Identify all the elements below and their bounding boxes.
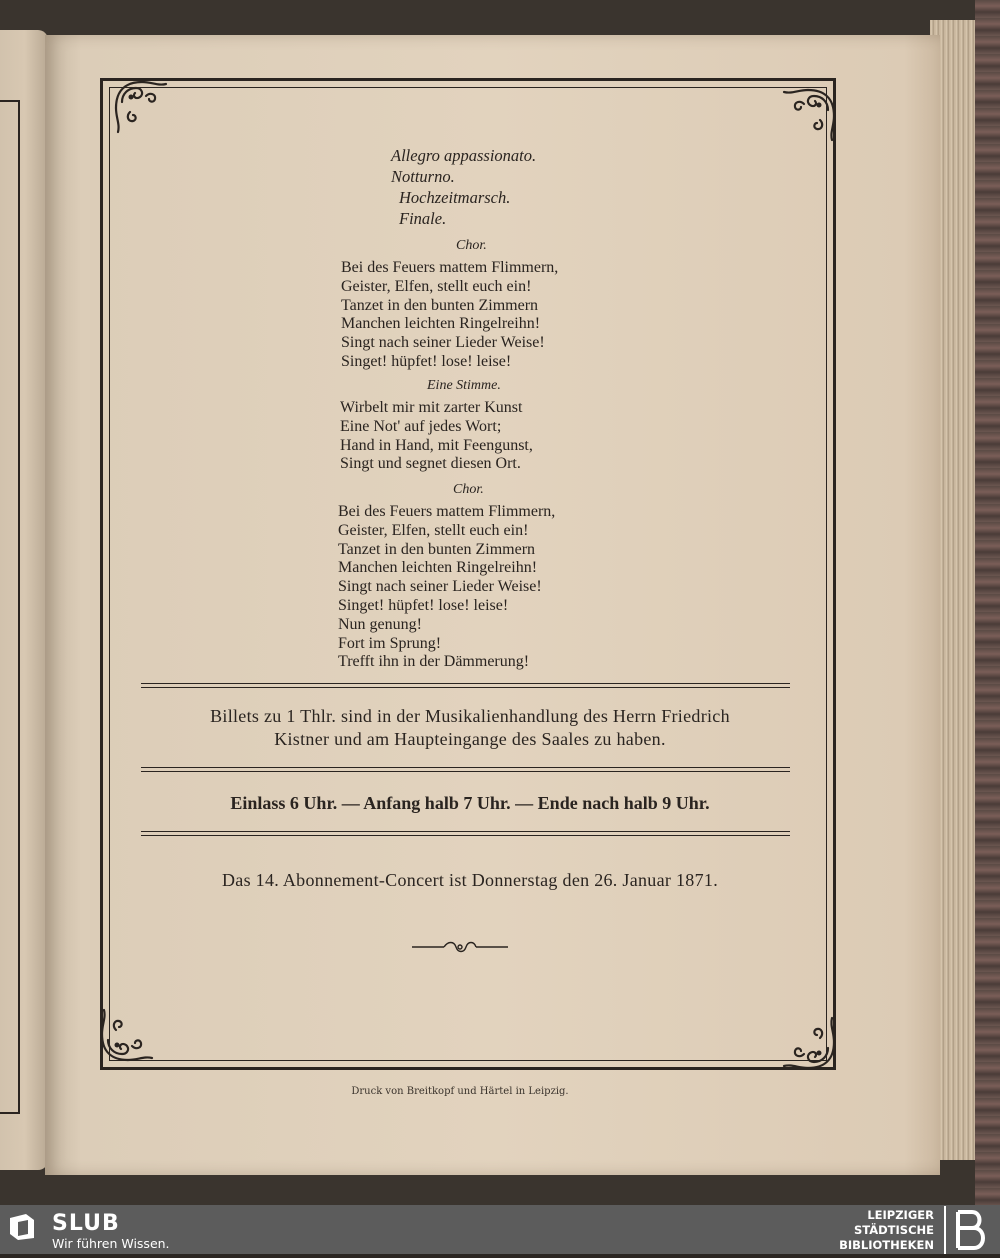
divider <box>141 683 790 684</box>
section-heading: Eine Stimme. <box>427 378 501 393</box>
movement-list <box>391 145 536 229</box>
slub-tagline: Wir führen Wissen. <box>52 1236 170 1251</box>
section-heading: Chor. <box>453 482 484 497</box>
verse-line: Singt und segnet diesen Ort. <box>340 455 521 473</box>
library-name-line: BIBLIOTHEKEN <box>839 1238 934 1252</box>
divider <box>141 835 790 836</box>
corner-ornament-icon <box>112 78 170 136</box>
verse-line: Geister, Elfen, stellt euch ein! <box>338 521 529 539</box>
slub-name[interactable]: SLUB <box>52 1211 120 1236</box>
library-name[interactable] <box>839 1208 934 1253</box>
left-page-frame <box>0 100 20 1114</box>
ticket-info-line: Billets zu 1 Thlr. sind in der Musikalienhandlung des Herrn Friedrich <box>210 706 730 726</box>
book-cover-edge <box>975 0 1000 1205</box>
verse-line: Wirbelt mir mit zarter Kunst <box>340 399 523 416</box>
section-heading: Chor. <box>456 238 487 253</box>
verse-line: Singt nach seiner Lieder Weise! <box>338 578 542 596</box>
schedule-line: Einlass 6 Uhr. — Anfang halb 7 Uhr. — Ende nach halb 9 Uhr. <box>230 793 710 813</box>
movement-item: Hochzeitmarsch. <box>399 188 511 207</box>
slub-logo-icon[interactable] <box>8 1212 36 1242</box>
stanza-chor-2 <box>338 503 555 672</box>
ticket-info <box>120 705 820 751</box>
verse-line: Singet! hüpfet! lose! leise! <box>341 352 512 370</box>
verse-line: Trefft ihn in der Dämmerung! <box>338 653 530 671</box>
stanza-chor-1 <box>341 259 558 372</box>
movement-item: Allegro appassionato. <box>391 146 537 165</box>
library-name-line: LEIPZIGER <box>867 1208 934 1222</box>
stanza-stimme <box>340 399 533 474</box>
divider <box>141 771 790 772</box>
printer-imprint: Druck von Breitkopf und Härtel in Leipzig. <box>351 1086 569 1097</box>
divider <box>141 687 790 688</box>
verse-line: Geister, Elfen, stellt euch ein! <box>341 277 532 295</box>
next-concert-notice: Das 14. Abonnement-Concert ist Donnerstag den 26. Januar 1871. <box>221 870 718 890</box>
corner-ornament-icon <box>98 1006 156 1064</box>
verse-line: Fort im Sprung! <box>338 634 442 652</box>
verse-line: Nun genung! <box>338 615 422 633</box>
verse-line: Tanzet in den bunten Zimmern <box>341 296 539 314</box>
movement-item: Finale. <box>399 209 447 228</box>
flourish-ornament-icon <box>410 937 510 957</box>
verse-line: Bei des Feuers mattem Flimmern, <box>341 259 559 276</box>
verse-line: Singt nach seiner Lieder Weise! <box>341 334 545 352</box>
verse-line: Bei des Feuers mattem Flimmern, <box>338 503 556 520</box>
ticket-info-line: Kistner und am Haupteingange des Saales zu haben. <box>274 729 666 749</box>
verse-line: Singet! hüpfet! lose! leise! <box>338 596 509 614</box>
divider <box>141 831 790 832</box>
library-logo-icon[interactable] <box>942 1206 994 1254</box>
verse-line: Eine Not' auf jedes Wort; <box>340 417 502 435</box>
verse-line: Tanzet in den bunten Zimmern <box>338 540 536 558</box>
corner-ornament-icon <box>780 1014 838 1072</box>
left-page-edge <box>0 30 48 1170</box>
verse-line: Manchen leichten Ringelreihn! <box>341 315 541 333</box>
verse-line: Hand in Hand, mit Feengunst, <box>340 436 533 454</box>
corner-ornament-icon <box>780 86 838 144</box>
verse-line: Manchen leichten Ringelreihn! <box>338 559 538 577</box>
movement-item: Notturno. <box>391 167 455 186</box>
library-name-line: STÄDTISCHE <box>853 1223 934 1237</box>
divider <box>141 767 790 768</box>
